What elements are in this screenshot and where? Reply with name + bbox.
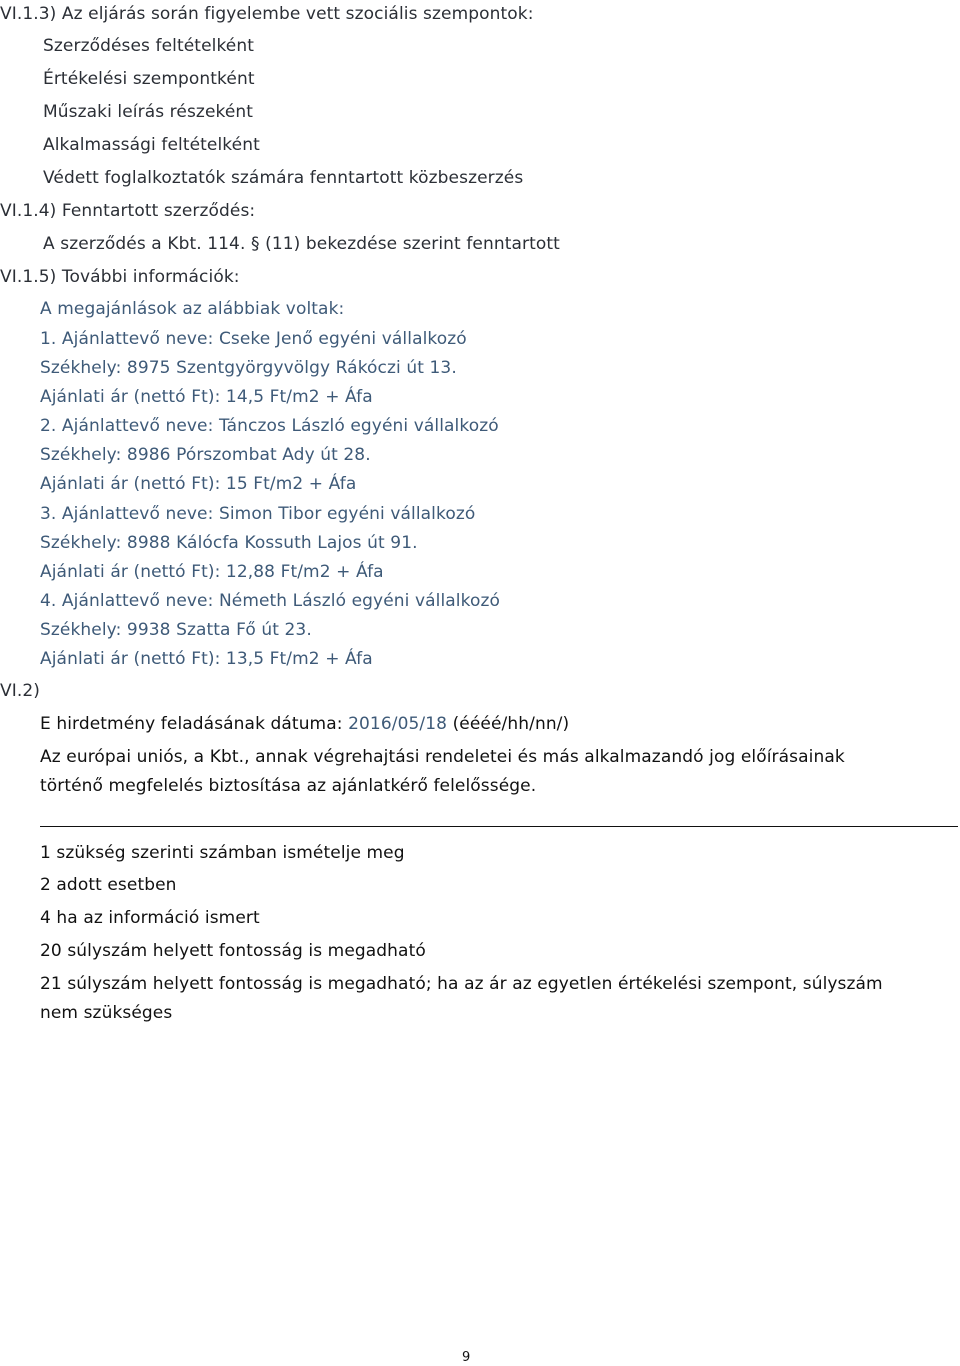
offer-2-seat: Székhely: 8986 Pórszombat Ady út 28. — [40, 445, 371, 465]
offer-2-name: 2. Ajánlattevő neve: Tánczos László egyéni vállalkozó — [40, 416, 499, 436]
offer-2-price: Ajánlati ár (nettó Ft): 15 Ft/m2 + Áfa — [40, 474, 357, 494]
social-criterion-item: Alkalmassági feltételként — [43, 135, 260, 155]
dispatch-date-line — [40, 713, 569, 735]
footnote: 20 súlyszám helyett fontosság is megadható — [40, 941, 426, 961]
offer-1-seat: Székhely: 8975 Szentgyörgyvölgy Rákóczi út 13. — [40, 358, 457, 378]
footnote: 4 ha az információ ismert — [40, 908, 260, 928]
offer-3-name: 3. Ajánlattevő neve: Simon Tibor egyéni vállalkozó — [40, 504, 476, 524]
offer-3-seat: Székhely: 8988 Kálócfa Kossuth Lajos út 91. — [40, 533, 418, 553]
footnote: 2 adott esetben — [40, 875, 177, 895]
section-heading-vi13: VI.1.3) Az eljárás során figyelembe vett szociális szempontok: — [0, 4, 534, 24]
disclaimer-line-1: Az európai uniós, a Kbt., annak végrehajtási rendeletei és más alkalmazandó jog előírásainak — [40, 747, 845, 767]
offer-4-seat: Székhely: 9938 Szatta Fő út 23. — [40, 620, 312, 640]
social-criterion-item: Műszaki leírás részeként — [43, 102, 254, 122]
social-criterion-item: Értékelési szempontként — [43, 69, 255, 89]
offer-1-price: Ajánlati ár (nettó Ft): 14,5 Ft/m2 + Áfa — [40, 387, 373, 407]
social-criterion-item: Szerződéses feltételként — [43, 36, 254, 56]
offer-3-price: Ajánlati ár (nettó Ft): 12,88 Ft/m2 + Áfa — [40, 562, 384, 582]
dispatch-date-label: E hirdetmény feladásának dátuma: — [40, 714, 349, 734]
offers-intro: A megajánlások az alábbiak voltak: — [40, 299, 345, 319]
offer-1-name: 1. Ajánlattevő neve: Cseke Jenő egyéni vállalkozó — [40, 329, 467, 349]
section-heading-vi2: VI.2) — [0, 681, 40, 701]
offer-4-name: 4. Ajánlattevő neve: Németh László egyéni vállalkozó — [40, 591, 500, 611]
footnote-separator — [40, 826, 958, 827]
disclaimer-line-2: történő megfelelés biztosítása az ajánlatkérő felelőssége. — [40, 776, 537, 796]
social-criterion-item: Védett foglalkoztatók számára fenntartott közbeszerzés — [43, 168, 524, 188]
footnote: 21 súlyszám helyett fontosság is megadható; ha az ár az egyetlen értékelési szempont, súlyszám — [40, 974, 883, 994]
footnote: 1 szükség szerinti számban ismételje meg — [40, 843, 405, 863]
dispatch-date-value: 2016/05/18 — [348, 714, 448, 734]
offer-4-price: Ajánlati ár (nettó Ft): 13,5 Ft/m2 + Áfa — [40, 649, 373, 669]
reserved-contract-text: A szerződés a Kbt. 114. § (11) bekezdése szerint fenntartott — [43, 234, 560, 254]
section-heading-vi14: VI.1.4) Fenntartott szerződés: — [0, 201, 256, 221]
footnote: nem szükséges — [40, 1003, 173, 1023]
dispatch-date-format: (éééé/hh/nn/) — [447, 714, 570, 734]
section-heading-vi15: VI.1.5) További információk: — [0, 267, 240, 287]
page-number: 9 — [462, 1350, 471, 1365]
